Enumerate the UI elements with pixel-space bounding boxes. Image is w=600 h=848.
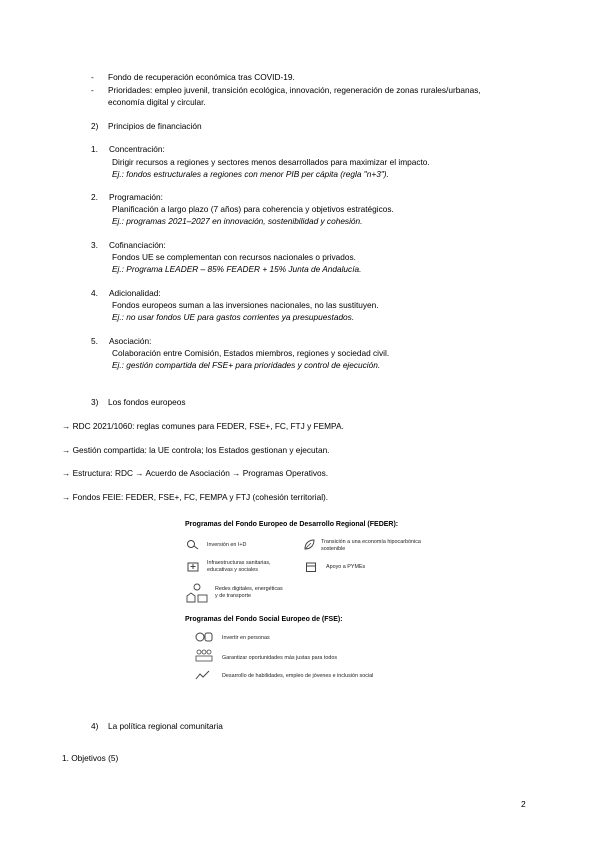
arrow-line-2: → Gestión compartida: la UE controla; los Estados gestionan y ejecutan. — [62, 445, 330, 455]
page-number: 2 — [521, 799, 526, 809]
arrow-line-3: → Estructura: RDC → Acuerdo de Asociación → Programas Operativos. — [62, 468, 329, 478]
growth-icon — [195, 669, 211, 681]
fse-title: Programas del Fondo Social Europeo de (FSE): — [185, 616, 343, 623]
principle-number: 5. — [91, 336, 98, 346]
bullet-text-1: Fondo de recuperación económica tras COVID-19. — [108, 72, 295, 82]
bullet-marker: - — [91, 85, 94, 95]
principle-description: Fondos UE se complementan con recursos nacionales o privados. — [112, 252, 356, 262]
principle-example: Ej.: programas 2021–2027 en innovación, sostenibilidad y cohesión. — [112, 216, 363, 226]
objectives-heading: 1. Objetivos (5) — [62, 753, 119, 763]
principle-number: 2. — [91, 192, 98, 202]
fse-item-label: Garantizar oportunidades más justas para todos — [222, 655, 338, 661]
research-icon — [186, 538, 200, 550]
fse-item-label: Desarrollo de habilidades, empleo de jóvenes e inclusión social — [222, 673, 374, 679]
section-title: Principios de financiación — [108, 121, 202, 131]
group-icon — [195, 649, 213, 663]
principle-description: Planificación a largo plazo (7 años) para coherencia y objetivos estratégicos. — [112, 204, 394, 214]
feder-item-label: Redes digitales, energéticas y de transporte — [215, 586, 283, 599]
bullet-text-2-cont: economía digital y circular. — [108, 97, 206, 107]
principle-title: Programación: — [109, 192, 163, 202]
section-title: La política regional comunitaria — [108, 721, 223, 731]
principle-example: Ej.: gestión compartida del FSE+ para prioridades y control de ejecución. — [112, 360, 381, 370]
arrow-line-1: → RDC 2021/1060: reglas comunes para FEDER, FSE+, FC, FTJ y FEMPA. — [62, 421, 344, 431]
feder-item-label: Inversión en I+D — [207, 542, 247, 548]
feder-item-label: Infraestructuras sanitarias, educativas y sociales — [207, 560, 271, 573]
principle-example: Ej.: no usar fondos UE para gastos corrientes ya presupuestados. — [112, 312, 355, 322]
principle-description: Dirigir recursos a regiones y sectores menos desarrollados para maximizar el impacto. — [112, 157, 430, 167]
principle-number: 3. — [91, 240, 98, 250]
principle-title: Concentración: — [109, 144, 165, 154]
feder-item-label: Transición a una economía hipocarbónica sostenible — [321, 539, 421, 552]
principle-example: Ej.: fondos estructurales a regiones con menor PIB per cápita (regla "n+3"). — [112, 169, 389, 179]
shop-icon — [305, 561, 317, 573]
network-icon — [185, 582, 209, 604]
principle-title: Asociación: — [109, 336, 152, 346]
principle-description: Fondos europeos suman a las inversiones nacionales, no las sustituyen. — [112, 300, 379, 310]
arrow-line-4: → Fondos FEIE: FEDER, FSE+, FC, FEMPA y FTJ (cohesión territorial). — [62, 492, 329, 502]
bullet-marker: - — [91, 72, 94, 82]
principle-number: 1. — [91, 144, 98, 154]
infrastructure-icon — [186, 559, 200, 572]
people-icon — [195, 631, 213, 643]
section-number: 2) — [91, 121, 99, 131]
fse-item-label: Invertir en personas — [222, 635, 270, 641]
principle-description: Colaboración entre Comisión, Estados miembros, regiones y sociedad civil. — [112, 348, 390, 358]
section-title: Los fondos europeos — [108, 397, 186, 407]
principle-title: Adicionalidad: — [109, 288, 161, 298]
principle-number: 4. — [91, 288, 98, 298]
section-number: 3) — [91, 397, 99, 407]
section-number: 4) — [91, 721, 99, 731]
principle-title: Cofinanciación: — [109, 240, 166, 250]
feder-item-label: Apoyo a PYMEs — [326, 564, 366, 570]
bullet-text-2: Prioridades: empleo juvenil, transición ecológica, innovación, regeneración de zonas rurales/urbanas, — [108, 85, 481, 95]
feder-title: Programas del Fondo Europeo de Desarrollo Regional (FEDER): — [185, 521, 399, 528]
principle-example: Ej.: Programa LEADER – 85% FEADER + 15% Junta de Andalucía. — [112, 264, 362, 274]
eco-icon — [303, 538, 316, 551]
